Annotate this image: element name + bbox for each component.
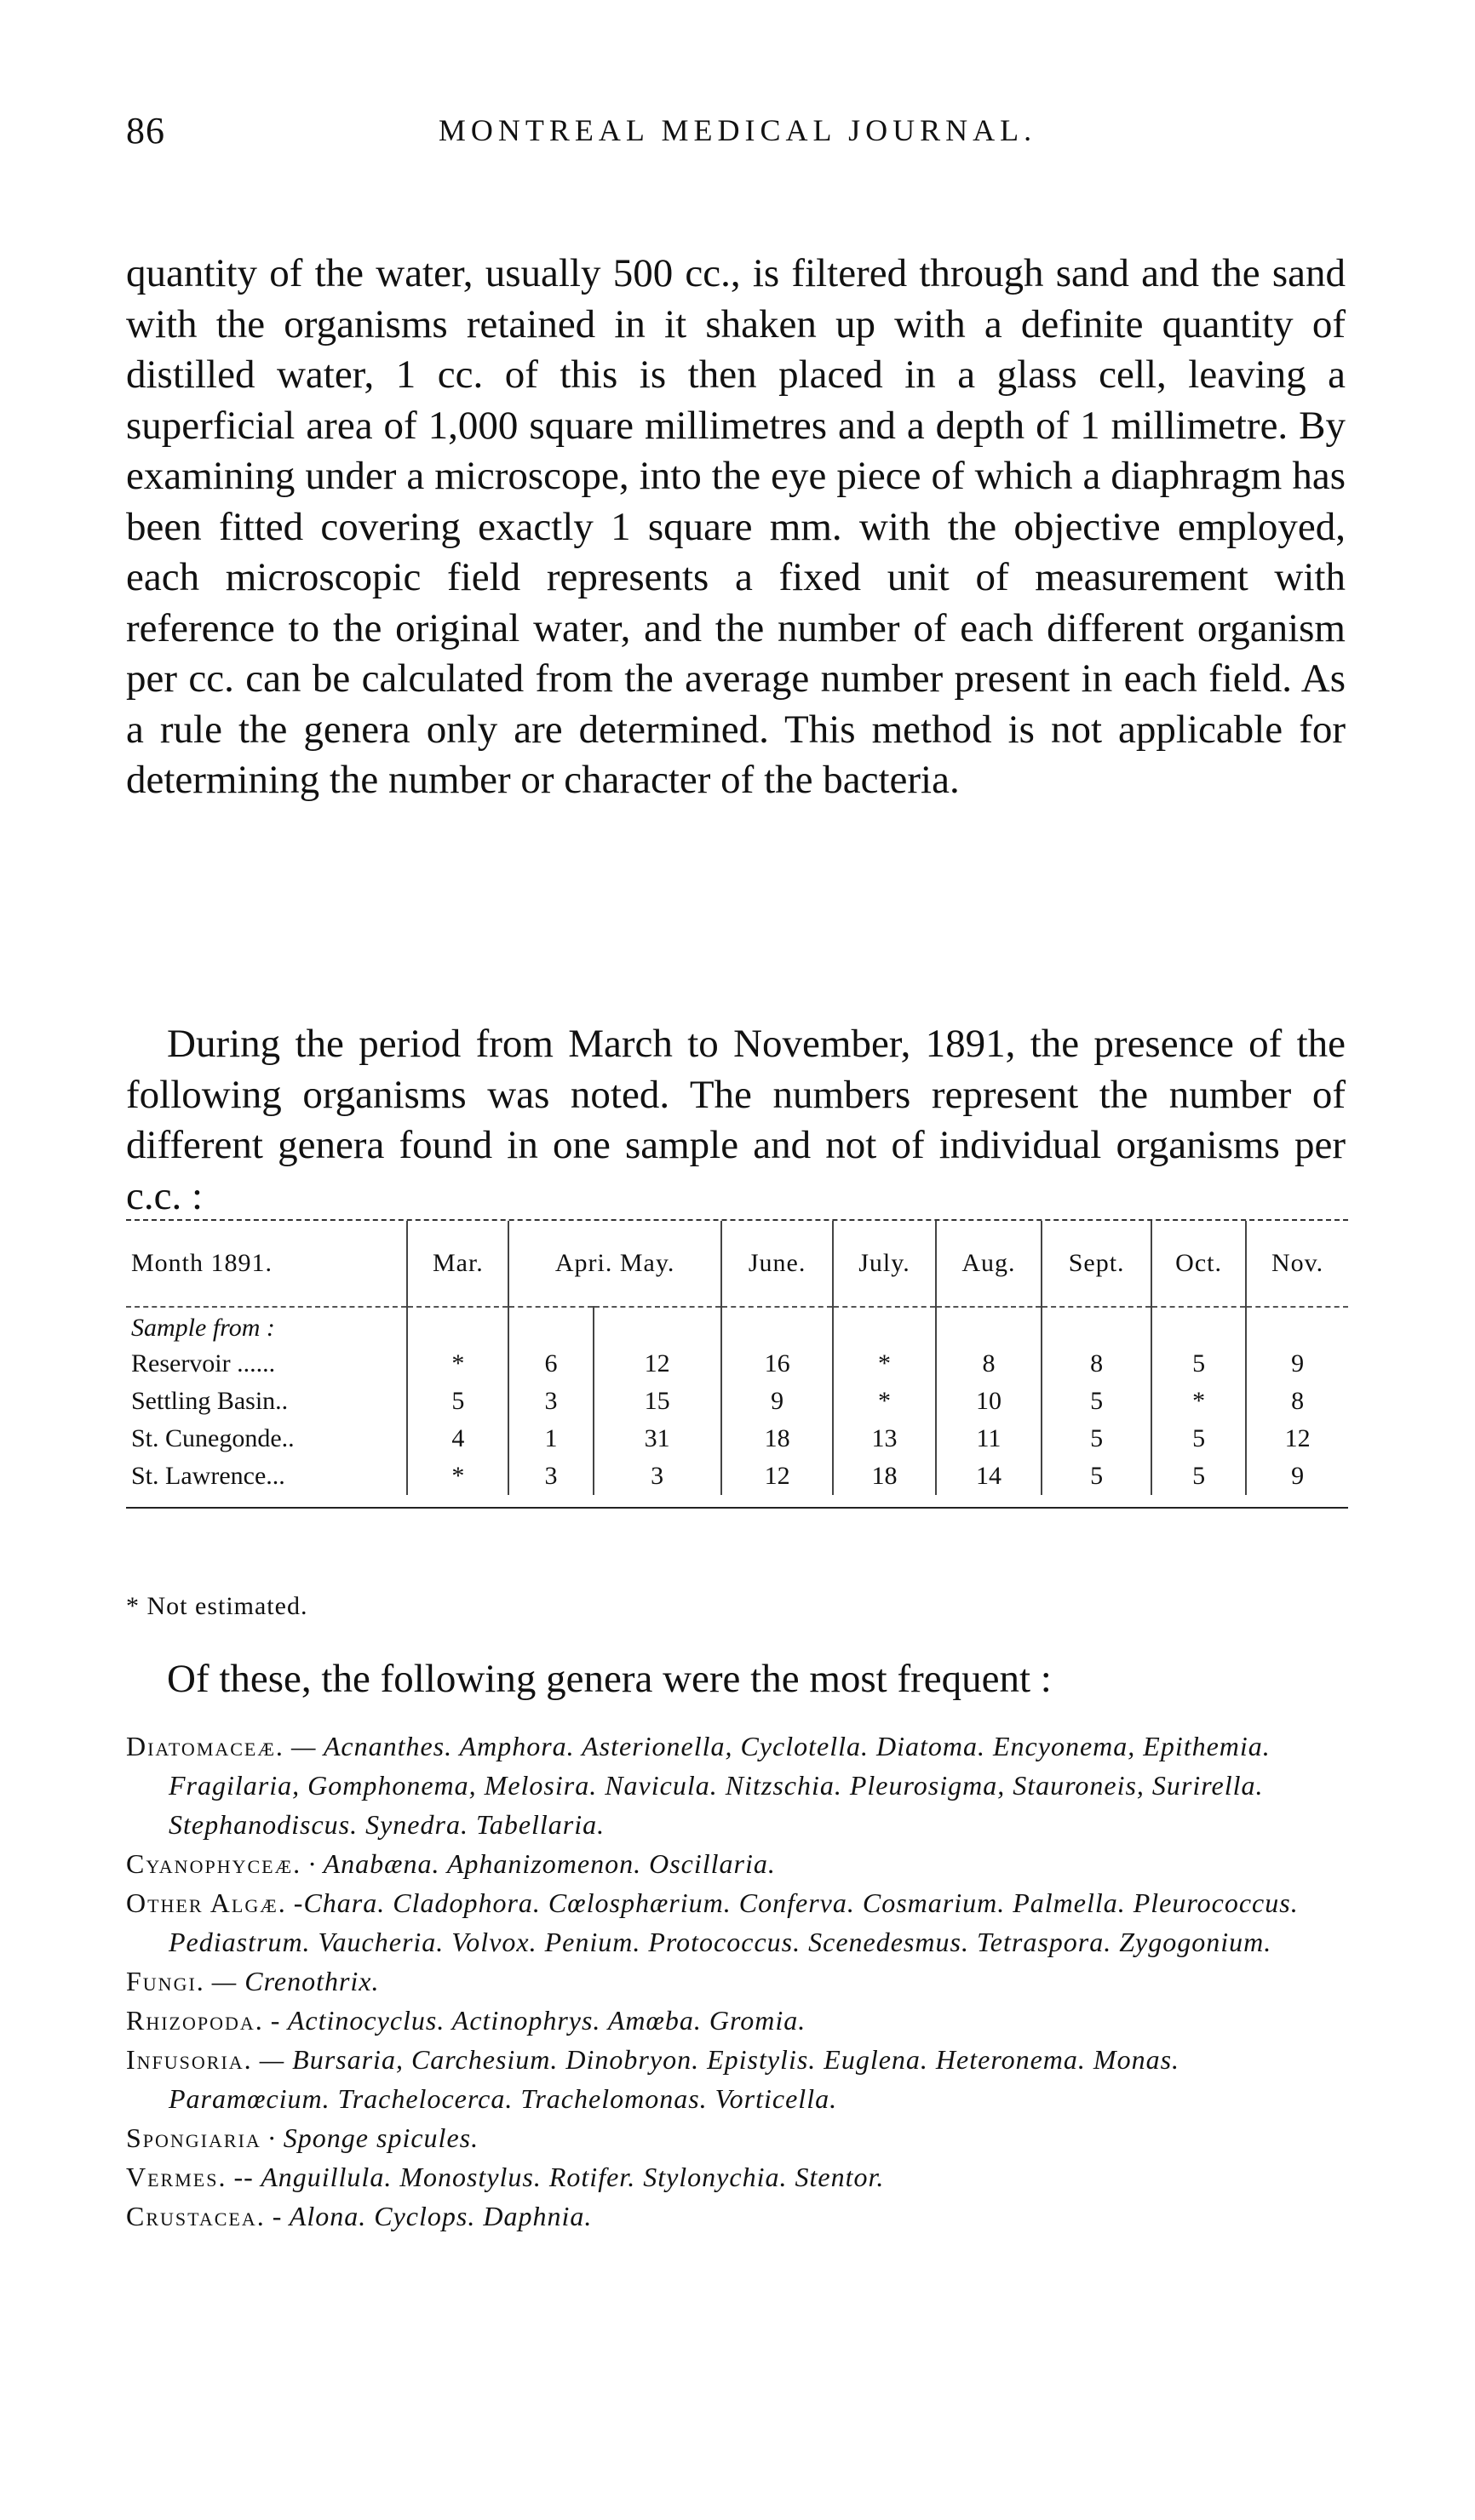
table-cell: 4 xyxy=(407,1420,508,1458)
group-name: Fungi. xyxy=(126,1966,205,1996)
table-cell: 9 xyxy=(1246,1458,1348,1495)
table-row xyxy=(126,1420,1348,1458)
col-june: June. xyxy=(721,1221,834,1307)
genera-count-table xyxy=(126,1221,1348,1495)
genus-group-spongiaria xyxy=(126,2118,1346,2157)
group-genera: — Bursaria, Carchesium. Dinobryon. Epistylis. Euglena. Heteronema. Monas. Paramœcium. Trachelocerca. Trachelomonas. Vorticella. xyxy=(169,2044,1180,2114)
organism-table xyxy=(126,1219,1348,1509)
group-name: Rhizopoda. xyxy=(126,2005,264,2036)
table-cell: * xyxy=(833,1345,935,1383)
table-cell: 3 xyxy=(508,1383,593,1420)
group-name: Other Algæ. xyxy=(126,1887,287,1918)
genus-group-cyanophyceae xyxy=(126,1844,1346,1883)
row-label: St. Cunegonde.. xyxy=(131,1424,295,1452)
table-cell: 9 xyxy=(721,1383,834,1420)
col-oct: Oct. xyxy=(1151,1221,1246,1307)
group-name: Diatomaceæ. xyxy=(126,1731,284,1761)
group-name: Cyanophyceæ. xyxy=(126,1848,302,1879)
group-genera: -Chara. Cladophora. Cœlosphærium. Conferva. Cosmarium. Palmella. Pleurococcus. Pediastrum. Vaucheria. Volvox. Penium. Protococcus. Scenedesmus. Tetraspora. Zygogonium. xyxy=(169,1887,1299,1957)
table-cell: 5 xyxy=(407,1383,508,1420)
table-cell: 8 xyxy=(1042,1345,1151,1383)
table-cell: 14 xyxy=(936,1458,1042,1495)
table-footnote: * Not estimated. xyxy=(126,1592,308,1620)
table-cell: 5 xyxy=(1151,1345,1246,1383)
paragraph-method: quantity of the water, usually 500 cc., is filtered through sand and the sand with the organisms retained in it shaken up with a definite quantity of distilled water, 1 cc. of this is then placed in a glass cell, leaving a superficial area of 1,000 square millimetres and a depth of 1 millimetre. By examining under a microscope, into the eye piece of which a diaphragm has been fitted covering exactly 1 square mm. with the objective employed, each microscopic field represents a fixed unit of measurement with reference to the original water, and the number of each different organism per cc. can be calculated from the average number present in each field. As a rule the genera only are determined. This method is not applicable for determining the number or character of the bacteria. xyxy=(126,251,1346,802)
group-genera: · Sponge spicules. xyxy=(267,2122,479,2153)
table-cell: 3 xyxy=(508,1458,593,1495)
group-name: Spongiaria xyxy=(126,2122,261,2153)
group-genera: - Actinocyclus. Actinophrys. Amœba. Gromia. xyxy=(270,2005,806,2036)
table-cell: 5 xyxy=(1042,1383,1151,1420)
table-cell: * xyxy=(407,1458,508,1495)
table-cell: 16 xyxy=(721,1345,834,1383)
group-genera: -- Anguillula. Monostylus. Rotifer. Stylonychia. Stentor. xyxy=(233,2162,885,2192)
genus-group-infusoria xyxy=(126,2040,1346,2118)
table-header-row xyxy=(126,1221,1348,1307)
table-cell: 8 xyxy=(1246,1383,1348,1420)
col-month: Month 1891. xyxy=(126,1221,407,1307)
genera-list xyxy=(126,1727,1346,2236)
row-label: Settling Basin.. xyxy=(131,1387,289,1415)
table-cell: 8 xyxy=(936,1345,1042,1383)
genus-group-other-algae xyxy=(126,1883,1346,1962)
table-cell: 3 xyxy=(594,1458,721,1495)
table-cell: 12 xyxy=(1246,1420,1348,1458)
table-cell: 31 xyxy=(594,1420,721,1458)
group-name: Crustacea. xyxy=(126,2201,266,2231)
col-sept: Sept. xyxy=(1042,1221,1151,1307)
row-label: Reservoir ...... xyxy=(131,1349,276,1377)
row-label: St. Lawrence... xyxy=(131,1462,285,1490)
group-genera: - Alona. Cyclops. Daphnia. xyxy=(272,2201,593,2231)
table-cell: 12 xyxy=(721,1458,834,1495)
group-name: Infusoria. xyxy=(126,2044,253,2075)
table-cell: 11 xyxy=(936,1420,1042,1458)
table-cell: 5 xyxy=(1042,1458,1151,1495)
table-cell: 5 xyxy=(1151,1420,1246,1458)
table-cell: 5 xyxy=(1151,1458,1246,1495)
table-cell: 12 xyxy=(594,1345,721,1383)
sample-label-row xyxy=(126,1307,1348,1345)
sample-label: Sample from : xyxy=(131,1314,275,1342)
genera-intro: Of these, the following genera were the most frequent : xyxy=(167,1657,1052,1701)
table-row xyxy=(126,1345,1348,1383)
group-genera: — Acnanthes. Amphora. Asterionella, Cyclotella. Diatoma. Encyonema, Epithemia. Fragilaria, Gomphonema, Melosira. Navicula. Nitzschia. Pleurosigma, Stauroneis, Surirella. Stephanodiscus. Synedra. Tabellaria. xyxy=(169,1731,1271,1840)
table-cell: 6 xyxy=(508,1345,593,1383)
table-cell: 18 xyxy=(721,1420,834,1458)
col-nov: Nov. xyxy=(1246,1221,1348,1307)
journal-title: MONTREAL MEDICAL JOURNAL. xyxy=(438,113,1037,147)
table-cell: 15 xyxy=(594,1383,721,1420)
genus-group-rhizopoda xyxy=(126,2001,1346,2040)
table-cell: 13 xyxy=(833,1420,935,1458)
table-cell: 1 xyxy=(508,1420,593,1458)
table-row xyxy=(126,1383,1348,1420)
group-genera: — Crenothrix. xyxy=(211,1966,380,1996)
col-july: July. xyxy=(833,1221,935,1307)
table-cell: 9 xyxy=(1246,1345,1348,1383)
running-head xyxy=(126,109,1349,160)
genus-group-vermes xyxy=(126,2157,1346,2196)
group-name: Vermes. xyxy=(126,2162,227,2192)
col-mar: Mar. xyxy=(407,1221,508,1307)
table-cell: * xyxy=(833,1383,935,1420)
table-cell: 18 xyxy=(833,1458,935,1495)
page-number: 86 xyxy=(126,110,165,152)
col-aug: Aug. xyxy=(936,1221,1042,1307)
genus-group-diatomaceae xyxy=(126,1727,1346,1844)
col-apri-may: Apri. May. xyxy=(508,1221,720,1307)
table-cell: * xyxy=(1151,1383,1246,1420)
table-cell: 5 xyxy=(1042,1420,1151,1458)
group-genera: · Anabæna. Aphanizomenon. Oscillaria. xyxy=(308,1848,776,1879)
genus-group-fungi xyxy=(126,1962,1346,2001)
table-cell: * xyxy=(407,1345,508,1383)
table-row xyxy=(126,1458,1348,1495)
paragraph-period: During the period from March to November, 1891, the presence of the following organisms was noted. The numbers represent the number of different genera found in one sample and not of individual organisms per c.c. : xyxy=(126,1022,1346,1218)
table-bottom-rule xyxy=(126,1507,1348,1509)
genus-group-crustacea xyxy=(126,2196,1346,2236)
table-cell: 10 xyxy=(936,1383,1042,1420)
